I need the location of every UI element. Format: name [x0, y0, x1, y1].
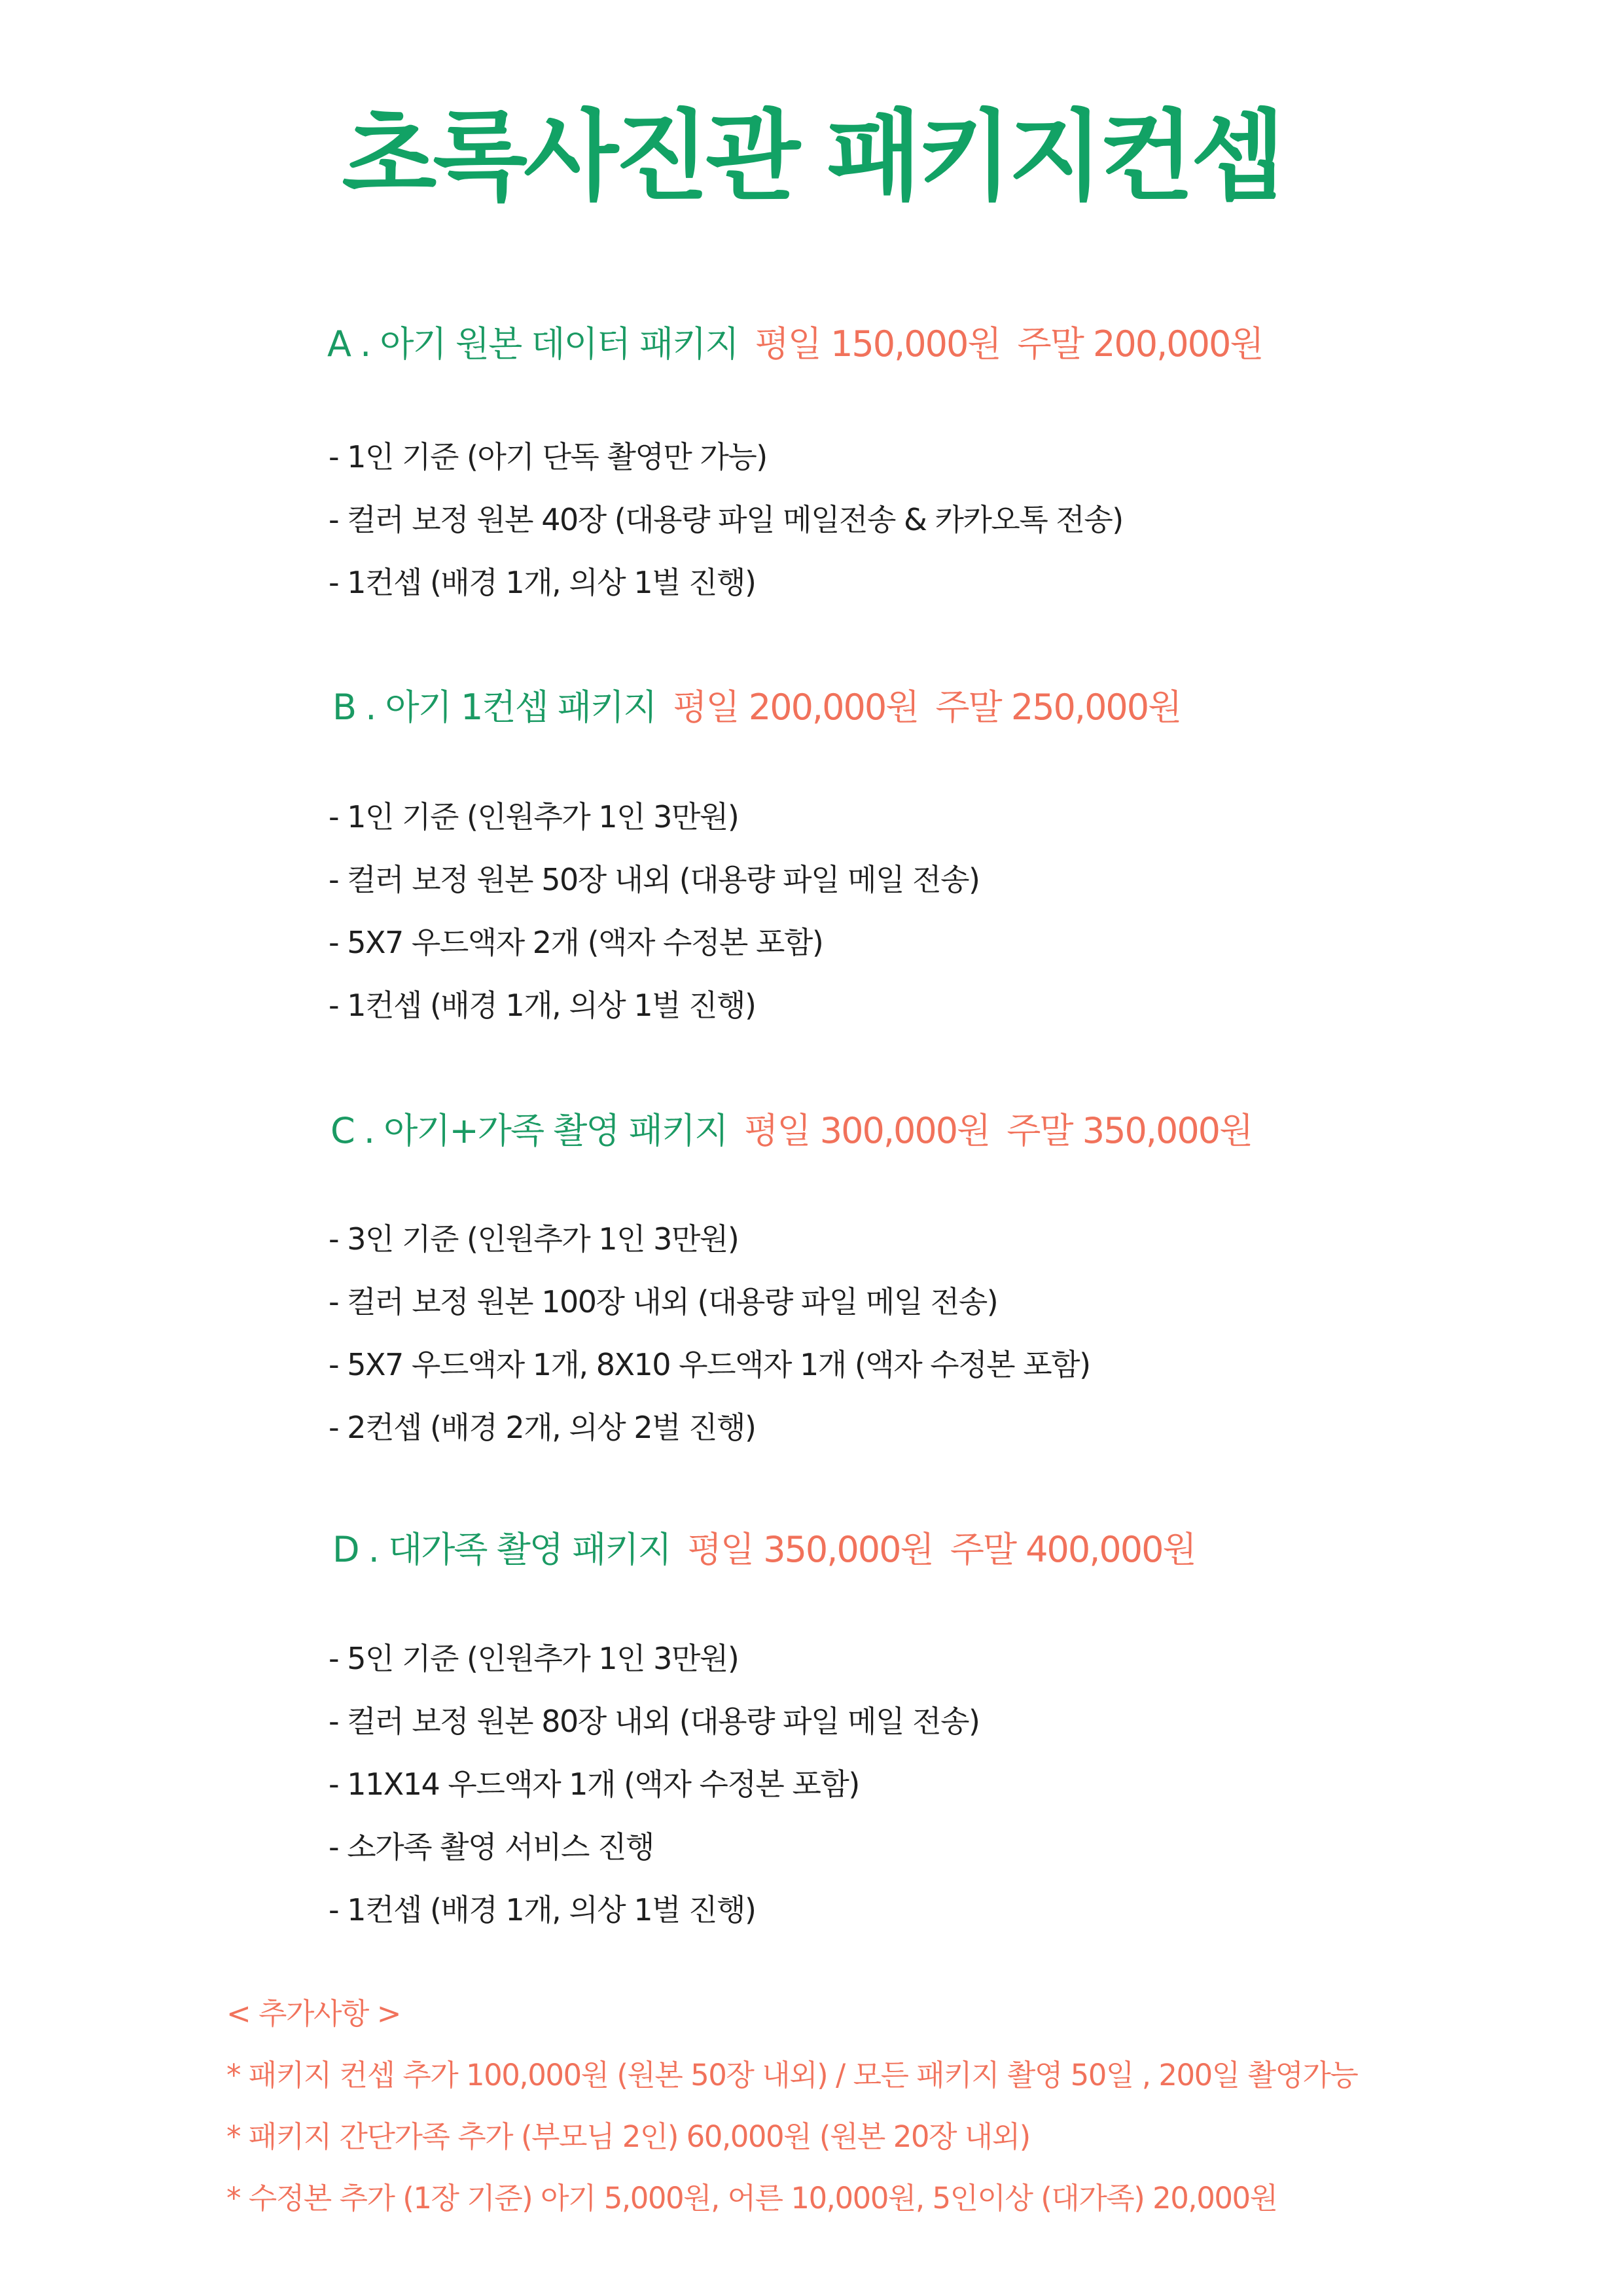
package-a-weekday-price: 평일 150,000원 [755, 323, 1001, 365]
package-d-items [329, 1627, 979, 1941]
list-item: - 11X14 우드액자 1개 (액자 수정본 포함) [329, 1767, 859, 1802]
list-item: - 1인 기준 (아기 단독 촬영만 가능) [329, 439, 767, 475]
package-b-weekday-price: 평일 200,000원 [673, 687, 919, 728]
package-a-weekend-price: 주말 200,000원 [1017, 323, 1263, 365]
extras-line: * 패키지 간단가족 추가 (부모님 2인) 60,000원 (원본 20장 내외) [226, 2119, 1030, 2154]
extras-line: * 수정본 추가 (1장 기준) 아기 5,000원, 어른 10,000원, 5인이상 (대가족) 20,000원 [226, 2181, 1277, 2215]
package-c-heading [330, 1108, 1252, 1154]
list-item: - 5X7 우드액자 2개 (액자 수정본 포함) [329, 925, 823, 960]
package-c-weekday-price: 평일 300,000원 [744, 1110, 990, 1151]
list-item: - 5인 기준 (인원추가 1인 3만원) [329, 1641, 739, 1676]
package-b-heading [332, 685, 1181, 730]
package-d-heading [332, 1527, 1196, 1573]
package-b-items [329, 785, 979, 1037]
package-b-name: B . 아기 1컨셉 패키지 [332, 687, 656, 728]
package-d-weekend-price: 주말 400,000원 [950, 1529, 1196, 1570]
list-item: - 컬러 보정 원본 40장 (대용량 파일 메일전송 & 카카오톡 전송) [329, 502, 1123, 537]
list-item: - 컬러 보정 원본 50장 내외 (대용량 파일 메일 전송) [329, 862, 980, 897]
package-c-weekend-price: 주말 350,000원 [1007, 1110, 1253, 1151]
extras-heading: < 추가사항 > [226, 1996, 401, 2031]
list-item: - 컬러 보정 원본 100장 내외 (대용량 파일 메일 전송) [329, 1284, 998, 1319]
list-item: - 1컨셉 (배경 1개, 의상 1벌 진행) [329, 988, 756, 1023]
page-title: 초록사진관 패키지컨셉 [342, 100, 1281, 214]
package-a-name: A . 아기 원본 데이터 패키지 [327, 323, 738, 365]
package-b-weekend-price: 주말 250,000원 [935, 687, 1181, 728]
package-d-name: D . 대가족 촬영 패키지 [332, 1529, 671, 1570]
list-item: - 1컨셉 (배경 1개, 의상 1벌 진행) [329, 1892, 756, 1928]
package-a-heading [327, 321, 1263, 367]
list-item: - 소가족 촬영 서비스 진행 [329, 1829, 654, 1865]
list-item: - 1컨셉 (배경 1개, 의상 1벌 진행) [329, 565, 756, 600]
package-c-items [329, 1208, 1090, 1459]
extras-section [226, 1983, 1357, 2229]
package-c-name: C . 아기+가족 촬영 패키지 [330, 1110, 728, 1151]
package-d-weekday-price: 평일 350,000원 [687, 1529, 933, 1570]
list-item: - 2컨셉 (배경 2개, 의상 2벌 진행) [329, 1410, 756, 1445]
list-item: - 컬러 보정 원본 80장 내외 (대용량 파일 메일 전송) [329, 1704, 980, 1739]
extras-line: * 패키지 컨셉 추가 100,000원 (원본 50장 내외) / 모든 패키지 촬영 50일 , 200일 촬영가능 [226, 2058, 1358, 2092]
list-item: - 5X7 우드액자 1개, 8X10 우드액자 1개 (액자 수정본 포함) [329, 1347, 1090, 1382]
list-item: - 1인 기준 (인원추가 1인 3만원) [329, 799, 739, 834]
package-a-items [329, 425, 1123, 614]
list-item: - 3인 기준 (인원추가 1인 3만원) [329, 1221, 739, 1257]
